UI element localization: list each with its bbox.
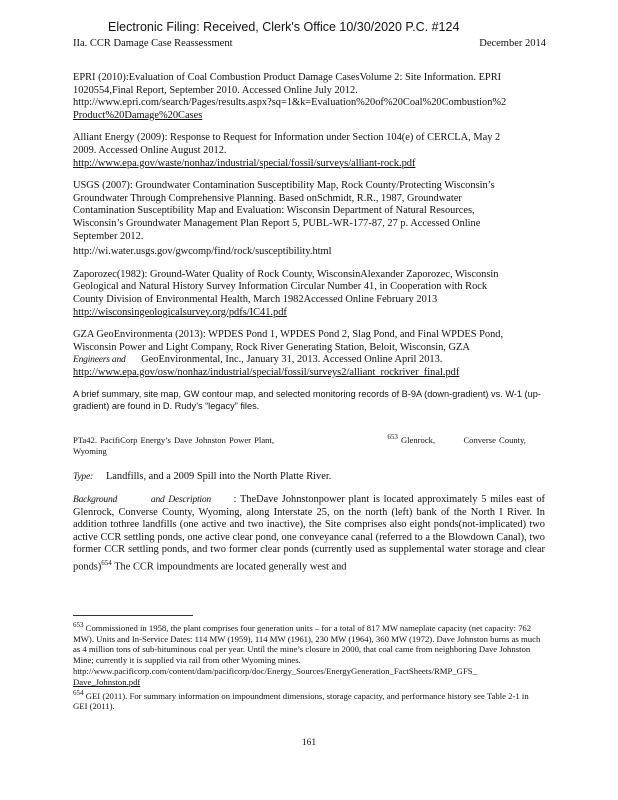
footnotes xyxy=(73,620,545,712)
reference-epri xyxy=(73,72,545,122)
footnote-ref[interactable]: 654 xyxy=(101,558,112,567)
filing-stamp: Electronic Filing: Received, Clerk's Office 10/30/2020 P.C. #124 xyxy=(108,20,460,34)
reference-url-text[interactable]: http://wi.water.usgs.gov/gwcomp/find/rock/susceptibility.html xyxy=(73,246,332,258)
bg-label-background: Background xyxy=(73,494,118,505)
reference-line: Zaporozec(1982): Ground-Water Quality of Rock County, WisconsinAlexander Zaporozec, Wisconsin xyxy=(73,268,499,280)
reference-link[interactable]: http://www.epa.gov/waste/nonhaz/industrial/special/fossil/surveys/alliant-rock.pdf xyxy=(73,157,416,169)
footnote-url-link[interactable]: Dave_Johnston.pdf xyxy=(73,676,141,687)
reference-line: Groundwater Through Comprehensive Planning. Based onSchmidt, R.R., 1987, Groundwater xyxy=(73,192,462,204)
reference-line: Alliant Energy (2009): Response to Request for Information under Section 104(e) of CERCLA, May 2 xyxy=(73,132,501,144)
footnote-url[interactable]: http://www.pacificorp.com/content/dam/pacificorp/doc/Energy_Sources/EnergyGeneration_FactSheets/RMP_GFS_ xyxy=(73,666,477,677)
footnote-number: 653 xyxy=(73,621,84,629)
reference-line: http://www.epri.com/search/Pages/results.aspx?sq=1&k=Evaluation%20of%20Coal%20Combustion%2 xyxy=(73,97,507,109)
background-paragraph xyxy=(73,494,545,574)
engineers-label: Engineers and xyxy=(73,355,126,366)
bg-label-and: and xyxy=(150,494,165,505)
reference-line: Wisconsin Power and Light Company, Rock River Generating Station, Beloit, Wisconsin, GZA xyxy=(73,341,470,353)
footnote-ref[interactable]: 653 xyxy=(387,433,398,442)
footnote-654 xyxy=(73,688,545,712)
reference-line: Geological and Natural History Survey Information Circular Number 41, in Cooperation with Rock xyxy=(73,281,488,293)
reference-line: County Division of Environmental Health, March 1982Accessed Online February 2013 xyxy=(73,293,438,305)
summary-note: A brief summary, site map, GW contour map, and selected monitoring records of B-9A (down-gradient) vs. W-1 (up-gradient) are found in D. Rudy’s “legacy” files. xyxy=(73,389,541,411)
running-header-title: IIa. CCR Damage Case Reassessment xyxy=(73,38,233,49)
footnote-text: GEI (2011). For summary information on impoundment dimensions, storage capacity, and performance history see Table 2-1 in GEI (2011). xyxy=(73,690,529,712)
footnote-number: 654 xyxy=(73,688,84,697)
reference-line: 1020554,Final Report, September 2010. Accessed Online July 2012. xyxy=(73,84,358,96)
reference-zaporozec xyxy=(73,269,545,319)
case-heading-county: Converse County, xyxy=(463,435,526,446)
case-heading-main: PTa42. PacifiCorp Energy’s Dave Johnston Power Plant, xyxy=(73,435,274,446)
reference-gza xyxy=(73,329,545,379)
running-header-date: December 2014 xyxy=(479,38,546,49)
reference-line: Wisconsin’s Groundwater Management Plan Report 5, PUBL-WR-177-87, 27 p. Accessed Online xyxy=(73,217,481,229)
document-body xyxy=(73,72,545,574)
bg-label-description: Description xyxy=(168,494,211,505)
case-heading-place: Glenrock, xyxy=(400,435,436,446)
footnote-653 xyxy=(73,620,545,666)
reference-line: GeoEnvironmental, Inc., January 31, 2013. Accessed Online April 2013. xyxy=(141,354,443,366)
type-label: Type: xyxy=(73,472,93,483)
type-text: Landfills, and a 2009 Spill into the North Platte River. xyxy=(105,471,332,483)
reference-link[interactable]: http://wisconsingeologicalsurvey.org/pdfs/IC41.pdf xyxy=(73,306,287,318)
bg-text-continued: The CCR impoundments are located generally west and xyxy=(111,561,347,573)
reference-line: September 2012. xyxy=(73,230,144,242)
case-heading xyxy=(73,432,545,457)
page-number: 161 xyxy=(301,738,317,748)
reference-line: USGS (2007): Groundwater Contamination Susceptibility Map, Rock County/Protecting Wisconsin’s xyxy=(73,180,495,192)
reference-line: Contamination Susceptibility Map and Evaluation: Wisconsin Department of Natural Resources, xyxy=(73,205,475,217)
reference-link[interactable]: http://www.epa.gov/osw/nonhaz/industrial/special/fossil/surveys2/alliant_rockriver_final.pdf xyxy=(73,366,460,378)
bg-text: : TheDave Johnstonpower plant is located approximately 5 miles east of Glenrock, Converse County, Wyoming, along Interstate 25, on the north (left) bank of the North I River. In addition tothree landfills (one active and two inactive), the Site comprises also eight ponds(not-implicated) two active CCR settling ponds, one active clear pond, one conveyance canal (referred to a the Blowdown Canal), two former CCR settling ponds, and two former clear ponds (currently used as supplemental water storage and clear ponds) xyxy=(73,493,545,573)
case-heading-state: Wyoming xyxy=(73,446,107,457)
reference-alliant xyxy=(73,132,545,170)
footnote-text: Commissioned in 1958, the plant comprises four generation units – for a total of 817 MW nameplate capacity (net capacity: 762 MW). Units and In-Service Dates: 114 MW (1959), 114 MW (1961), 230 MW (1964), 360 MW (1972). Dave Johnston burns as much as 4 million tons of sub-bituminous coal per year. Until the mine’s closure in 2000, that coal came from neighboring Dave Johnston Mine; currently it is supplied via rail from other Wyoming mines. xyxy=(73,622,541,666)
reference-link[interactable]: Product%20Damage%20Cases xyxy=(73,109,203,121)
reference-usgs xyxy=(73,180,545,259)
case-type xyxy=(73,471,545,484)
footnote-divider xyxy=(73,615,193,616)
reference-line: EPRI (2010):Evaluation of Coal Combustion Product Damage CasesVolume 2: Site Information. EPRI xyxy=(73,72,502,83)
reference-line: 2009. Accessed Online August 2012. xyxy=(73,144,227,156)
reference-line: GZA GeoEnvironmenta (2013): WPDES Pond 1, WPDES Pond 2, Slag Pond, and Final WPDES Pond, xyxy=(73,329,504,341)
